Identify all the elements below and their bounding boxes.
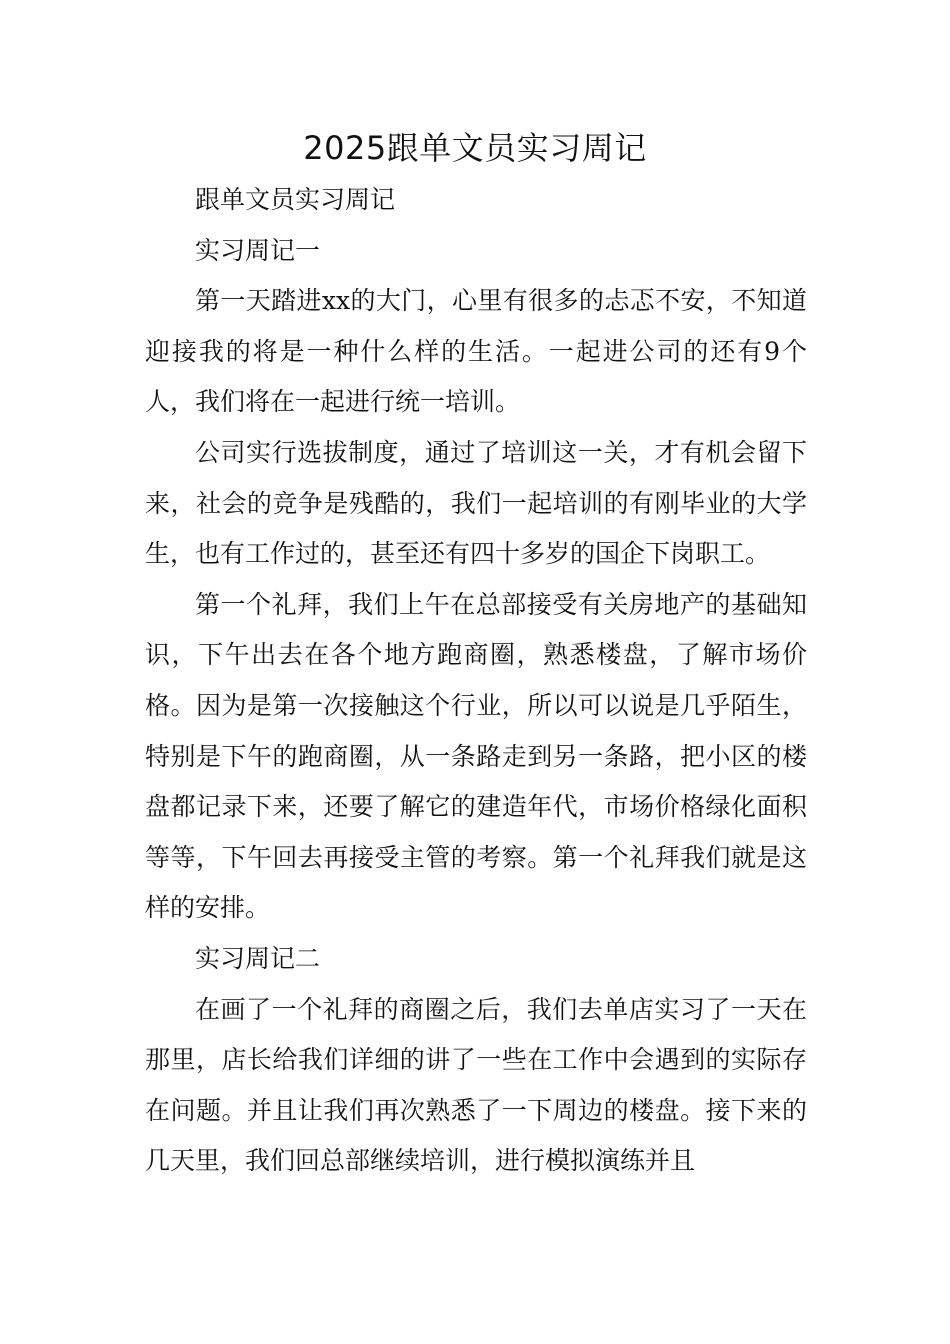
- body-paragraph: 在画了一个礼拜的商圈之后，我们去单店实习了一天在那里，店长给我们详细的讲了一些在工作中会遇到的实际存在问题。并且让我们再次熟悉了一下周边的楼盘。接下来的几天里，我们回总部继续培训，进行模拟演练并且: [145, 994, 807, 1176]
- document-body: [145, 175, 807, 1187]
- section-heading-week-one: 实习周记一: [195, 235, 321, 265]
- section-heading-week-two: 实习周记二: [195, 943, 321, 973]
- body-paragraph: 公司实行选拔制度，通过了培训这一关，才有机会留下来，社会的竞争是残酷的，我们一起培训的有刚毕业的大学生，也有工作过的，甚至还有四十多岁的国企下岗职工。: [145, 437, 807, 569]
- document-title: 2025跟单文员实习周记: [303, 129, 647, 167]
- body-paragraph: 第一个礼拜，我们上午在总部接受有关房地产的基础知识，下午出去在各个地方跑商圈，熟悉楼盘，了解市场价格。因为是第一次接触这个行业，所以可以说是几乎陌生，特别是下午的跑商圈，从一条路走到另一条路，把小区的楼盘都记录下来，还要了解它的建造年代，市场价格绿化面积等等，下午回去再接受主管的考察。第一个礼拜我们就是这样的安排。: [145, 589, 807, 923]
- body-paragraph: 第一天踏进xx的大门，心里有很多的忐忑不安，不知道迎接我的将是一种什么样的生活。一起进公司的还有9个人，我们将在一起进行统一培训。: [145, 286, 807, 417]
- subtitle-paragraph: 跟单文员实习周记: [195, 185, 396, 214]
